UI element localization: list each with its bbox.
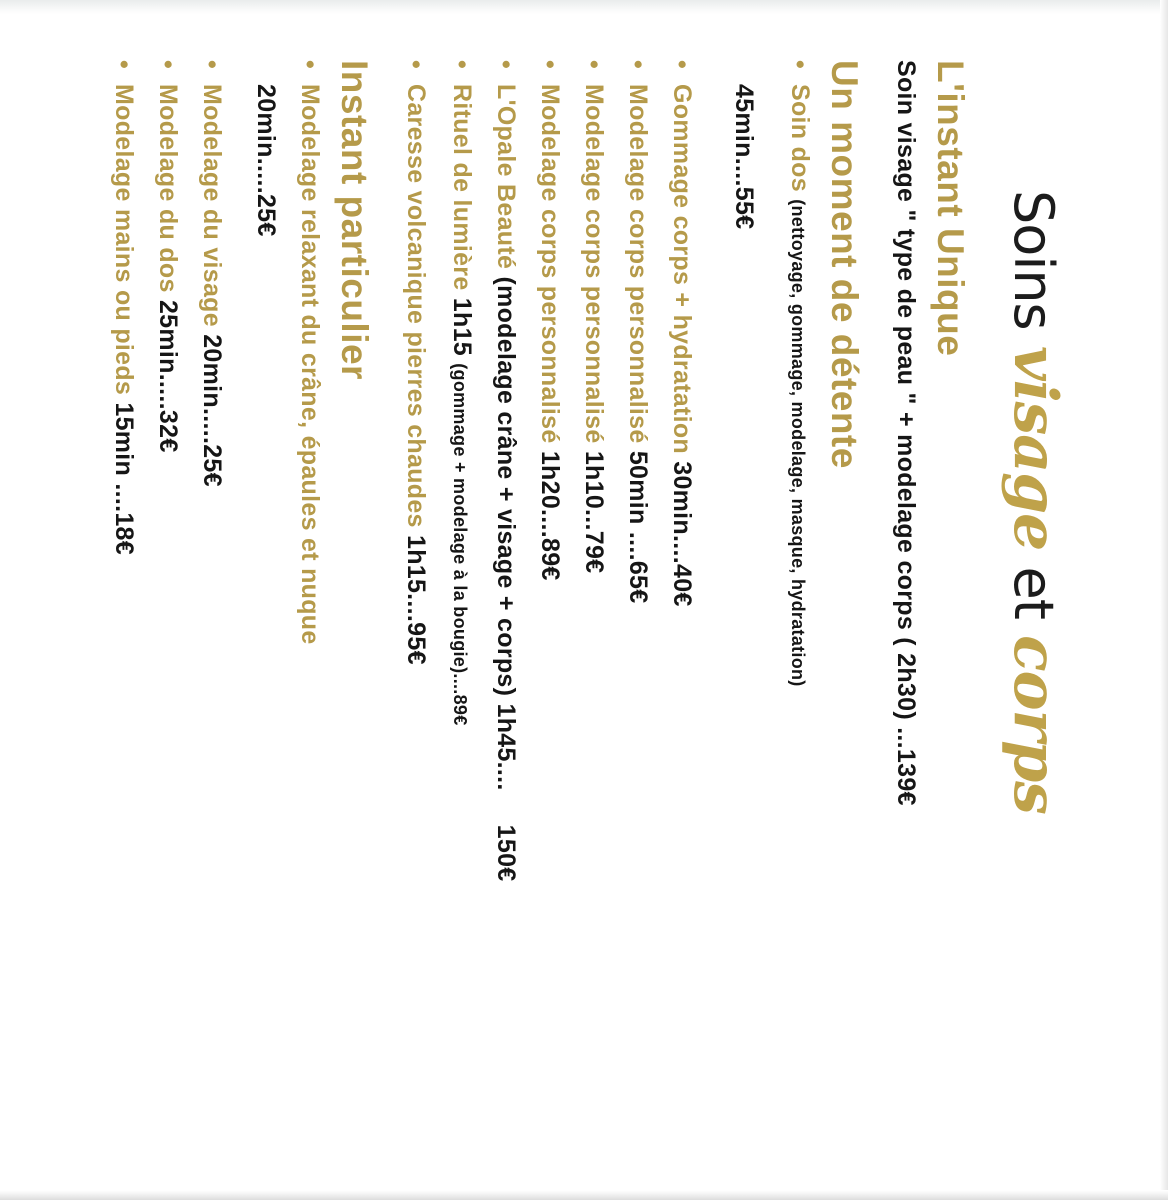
- list-item-soin-dos: [776, 60, 822, 1120]
- title-word-visage: visage: [1000, 345, 1070, 551]
- unique-offer-line: Soin visage " type de peau " + modelage corps ( 2h30) ...139€: [892, 60, 920, 806]
- list-item-modelage-80: [528, 60, 572, 1120]
- bullet-icon: •: [154, 60, 182, 70]
- item-label: Caresse volcanique pierres chaudes: [402, 84, 430, 528]
- item-price-crane: 20min.....25€: [252, 84, 280, 237]
- page-title: [1000, 190, 1070, 814]
- item-label: Soin dos: [786, 84, 814, 192]
- item-price: 30min....40€: [668, 461, 696, 607]
- list-item-dos: [146, 60, 190, 1120]
- title-word-corps: corps: [1000, 635, 1070, 814]
- bullet-icon: •: [492, 60, 520, 70]
- list-item-opale: [484, 60, 528, 1120]
- item-price: 1h20....89€: [536, 450, 564, 581]
- bullet-icon: •: [198, 60, 226, 70]
- item-price-soin-dos: 45min....55€: [730, 84, 758, 230]
- item-label: Modelage corps personnalisé: [624, 84, 652, 444]
- list-item-rituel: [438, 60, 484, 1120]
- item-detail: (nettoyage, gommage, modelage, masque, hydratation): [788, 199, 808, 687]
- list-item-caresse: [394, 60, 438, 1120]
- section-moment-detente: [394, 60, 866, 1120]
- section-heading-unique: L'instant Unique: [930, 60, 971, 357]
- title-connector: et: [1002, 566, 1065, 619]
- section-instant-particulier: [102, 60, 376, 1120]
- item-label: Rituel de lumière: [448, 84, 476, 291]
- item-label: Modelage corps personnalisé: [580, 84, 608, 444]
- bullet-icon: •: [580, 60, 608, 70]
- item-price: 1h10...79€: [580, 450, 608, 574]
- item-duration: 1h15: [448, 297, 476, 356]
- item-label: Modelage mains ou pieds: [110, 84, 138, 396]
- section-heading-detente: Un moment de détente: [824, 60, 865, 469]
- item-detail: (gommage + modelage à la bougie)....89€: [450, 363, 470, 726]
- item-price: 1h15....95€: [402, 535, 430, 665]
- item-price: 15min ....18€: [110, 402, 138, 555]
- list-item-mains: [102, 60, 146, 1120]
- item-price: 25min.....32€: [154, 299, 182, 453]
- section-heading-particulier: Instant particulier: [334, 60, 375, 380]
- price-list-content: [102, 60, 972, 1120]
- bullet-icon: •: [402, 60, 430, 70]
- list-item-modelage-50: [616, 60, 660, 1120]
- bullet-icon: •: [110, 60, 138, 70]
- item-label: L'Opale Beauté: [492, 84, 520, 270]
- list-item-crane: [288, 60, 332, 1120]
- title-prefix: Soins: [1002, 190, 1065, 330]
- list-item-modelage-70: [572, 60, 616, 1120]
- list-item-gommage: [660, 60, 704, 1120]
- bullet-icon: •: [624, 60, 652, 70]
- section-instant-unique: [884, 60, 972, 1120]
- item-label: Modelage corps personnalisé: [536, 84, 564, 444]
- list-item-visage: [190, 60, 234, 1120]
- bullet-icon: •: [536, 60, 564, 70]
- item-label: Modelage du visage: [198, 84, 226, 327]
- bullet-icon: •: [786, 60, 814, 70]
- bullet-icon: •: [296, 60, 324, 70]
- item-label: Gommage corps + hydratation: [668, 84, 696, 454]
- item-detail: (modelage crâne + visage + corps) 1h45....: [492, 276, 520, 791]
- item-label: Modelage relaxant du crâne, épaules et nuque: [296, 84, 324, 645]
- item-price: 50min ....65€: [624, 450, 652, 604]
- item-price: 150€: [492, 824, 520, 882]
- item-label: Modelage du dos: [154, 84, 182, 293]
- bullet-icon: •: [668, 60, 696, 70]
- item-price: 20min.....25€: [198, 334, 226, 487]
- bullet-icon: •: [448, 60, 476, 70]
